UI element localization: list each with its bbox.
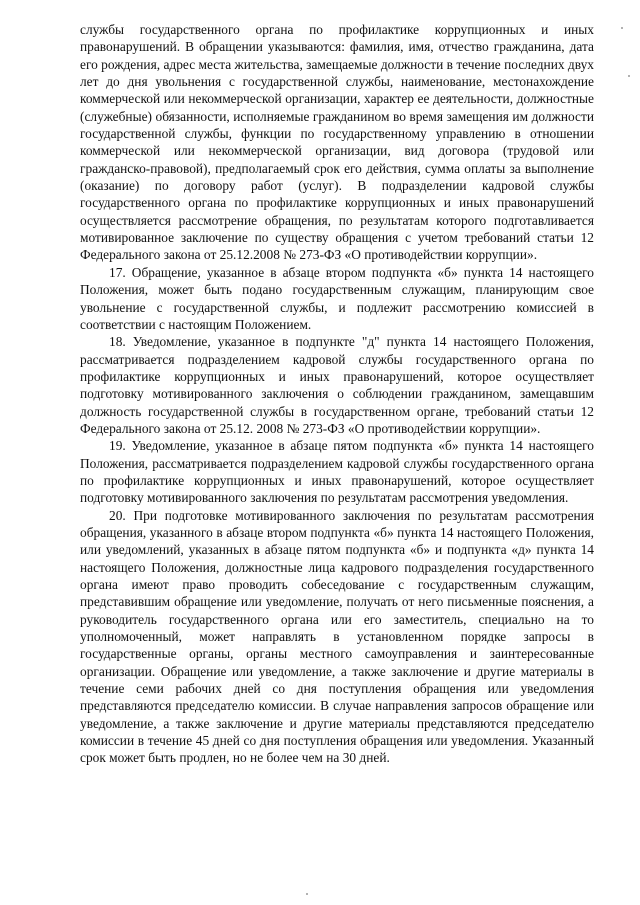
scan-speck — [306, 893, 308, 895]
paragraph-20: 20. При подготовке мотивированного заключения по результатам рассмотрения обращения, указанного в абзаце втором подпункта «б» пункта 14 настоящего Положения, или уведомлений, указанных в абзаце пятом подпункта «б» и подпункта «д» пункта 14 настоящего Положения, должностные лица кадрового подразделения государственного органа имеют право проводить собеседование с государственным служащим, представившим обращение или уведомление, получать от него письменные пояснения, а руководитель государственного органа или его заместитель, специально на то уполномоченный, может направлять в установленном порядке запросы в государственные органы, органы местного самоуправления и заинтересованные организации. Обращение или уведомление, а также заключение и другие материалы в течение семи рабочих дней со дня поступления обращения или уведомления представляются председателю комиссии. В случае направления запросов обращение или уведомление, а также заключение и другие материалы представляются председателю комиссии в течение 45 дней со дня поступления обращения или уведомления. Указанный срок может быть продлен, но не более чем на 30 дней. — [80, 507, 594, 766]
paragraph-18: 18. Уведомление, указанное в подпункте "д" пункта 14 настоящего Положения, рассматривается подразделением кадровой службы государственного органа по профилактике коррупционных и иных правонарушений, которое осуществляет подготовку мотивированного заключения о соблюдении гражданином, замещавшим должность государственной службы в государственном органе, требований статьи 12 Федерального закона от 25.12. 2008 № 273-ФЗ «О противодействии коррупции». — [80, 334, 594, 436]
scan-speck — [628, 75, 630, 77]
scan-speck — [621, 27, 623, 29]
paragraph-19: 19. Уведомление, указанное в абзаце пятом подпункта «б» пункта 14 настоящего Положения, рассматривается подразделением кадровой службы государственного органа по профилактике коррупционных и иных правонарушений, которое осуществляет подготовку мотивированного заключения по результатам рассмотрения уведомления. — [80, 438, 594, 506]
paragraph-16-continuation: службы государственного органа по профилактике коррупционных и иных правонарушений. В обращении указываются: фамилия, имя, отчество гражданина, дата его рождения, адрес места жительства, замещаемые должности в течение последних двух лет до дня увольнения с государственной службы, наименование, местонахождение коммерческой или некоммерческой организации, характер ее деятельности, должностные (служебные) обязанности, исполняемые гражданином во время замещения им должности государственной службы, функции по государственному управлению в отношении коммерческой или некоммерческой организации, вид договора (трудовой или гражданско-правовой), предполагаемый срок его действия, сумма оплаты за выполнение (оказание) по договору работ (услуг). В подразделении кадровой службы государственного органа по профилактике коррупционных и иных правонарушений осуществляется рассмотрение обращения, по результатам которого подготавливается мотивированное заключение по существу обращения с учетом требований статьи 12 Федерального закона от 25.12.2008 № 273-ФЗ «О противодействии коррупции». — [80, 22, 594, 263]
document-body — [80, 21, 594, 767]
paragraph-17: 17. Обращение, указанное в абзаце втором подпункта «б» пункта 14 настоящего Положения, может быть подано государственным служащим, планирующим свое увольнение с государственной службы, и подлежит рассмотрению комиссией в соответствии с настоящим Положением. — [80, 264, 594, 332]
